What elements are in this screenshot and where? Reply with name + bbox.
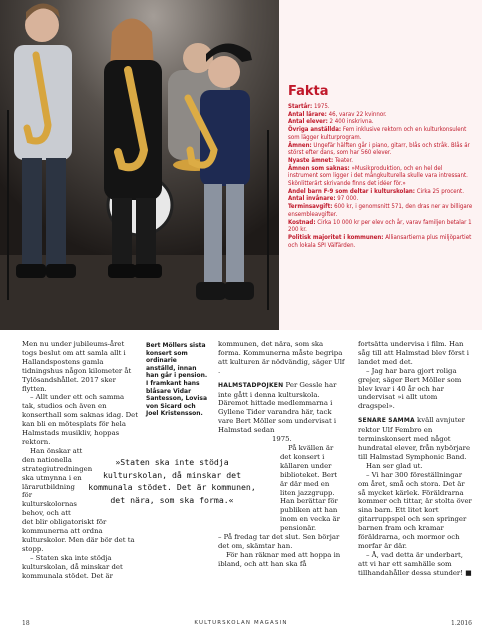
- fakta-row: [288, 203, 474, 218]
- fakta-text: Alliansartierna plus miljöpartiet och lokala SPI Välfärden.: [288, 233, 472, 249]
- fakta-label: Antal invånare:: [288, 195, 336, 203]
- fakta-text: 46, varav 22 kvinnor.: [326, 110, 387, 118]
- photo-caption: Bert Möllers sista konsert som ordinarie anställd, innan han går i pension. I framkant hans blåsare Vidar Santesson, Lovisa von Sicard och Joel Kristensson.: [146, 342, 208, 418]
- paragraph: – Allt under ett och samma tak, studios och även en konserthall som saknas idag. Det kan bli en mötesplats för hela Halmstads musikliv, hoppas rektorn.: [22, 393, 138, 446]
- fakta-box: [279, 0, 482, 330]
- fakta-row: [288, 195, 474, 203]
- fakta-text: 2 400 inskrivna.: [327, 118, 374, 126]
- fakta-text: 97 000.: [335, 195, 359, 203]
- paragraph: det blir obligatoriskt för kommunerna att ordna kulturskolor. Men där bör det ta stopp.: [22, 518, 135, 553]
- fakta-label: Kostnad:: [288, 218, 316, 226]
- pull-quote: »Staten ska inte stödja kulturskolan, då minskar det kommunala stödet. Det är kommunen, det nära, som ska forma.«: [88, 457, 256, 505]
- fakta-label: Antal lärare:: [288, 110, 327, 118]
- magazine-name: KULTURSKOLAN MAGASIN: [194, 620, 288, 626]
- paragraph: – På fredag tar det slut. Sen börjar det om, skämtar han.: [218, 533, 340, 550]
- paragraph: – Å, vad detta är underbart, att vi har ett samhälle som tillhandahåller dessa stunder! ■: [358, 550, 472, 577]
- paragraph: kväll avnjuter rektor Ulf Fembro en terminskonsert med något hundratal elever, från nybörjare till Halmstad Symphonic Band.: [358, 416, 471, 461]
- paragraph: Men nu under jubileums-året togs beslut om att samla allt i Hallandspostens gamla tidningshus någon kilometer åt Tylösandshållet. 2017 sker flytten.: [22, 340, 132, 393]
- fakta-label: Politisk majoritet i kommunen:: [288, 233, 384, 241]
- fakta-label: Övriga anställda:: [288, 126, 342, 134]
- page-number: 18: [22, 620, 30, 627]
- paragraph: På kvällen är det konsert i källaren under biblioteket. Bert är där med en liten jazzgrupp. Han berättar för publiken att han inom en vecka är pensionär.: [280, 443, 340, 533]
- fakta-row: [288, 111, 474, 119]
- paragraph: kommunen, det nära, som ska forma. Kommunerna måste begripa att kulturen är nödvändig, säger Ulf .: [218, 340, 345, 375]
- fakta-text: Cirka 25 procent.: [415, 187, 464, 195]
- fakta-row: [288, 103, 474, 111]
- paragraph: – Staten ska inte stödja kulturskolan, då minskar det kommunala stödet. Det är: [22, 553, 123, 580]
- fakta-row: [288, 165, 474, 188]
- fakta-text: Fem inklusive rektorn och en kulturkonsulent som lägger kulturprogram.: [288, 126, 467, 141]
- fakta-label: Nyaste ämnet:: [288, 156, 334, 164]
- fakta-row: [288, 118, 474, 126]
- fakta-text: 1975.: [312, 103, 330, 110]
- fakta-label: Ämnen som saknas:: [288, 164, 350, 172]
- fakta-label: Terminsavgift:: [288, 203, 333, 211]
- paragraph: Han ser glad ut.: [366, 461, 423, 470]
- fakta-label: Ämnen:: [288, 141, 312, 149]
- paragraph: fortsätta undervisa i film. Han såg till att Halmstad blev först i landet med det.: [358, 340, 469, 366]
- fakta-label: Antal elever:: [288, 118, 328, 126]
- fakta-label: Andel barn F-9 som deltar i kulturskolan:: [288, 187, 416, 195]
- fakta-list: [288, 103, 474, 249]
- article-column-2: [218, 340, 346, 569]
- fakta-row: [288, 219, 474, 234]
- fakta-text: »Musikproduktion, och en hel del instrument som ligger i det mångkulturella skulle vara intressant. Skönlitterärt skrivande finns det idéer för.»: [288, 164, 468, 188]
- lead-in: SENARE SAMMA: [358, 417, 415, 425]
- year: 1975.: [272, 435, 292, 444]
- fakta-text: Teater.: [333, 156, 353, 164]
- concert-photo: [0, 0, 279, 330]
- paragraph: För han räknar med att hoppa in ibland, och att han ska få: [218, 550, 341, 568]
- fakta-title: Fakta: [288, 84, 329, 99]
- paragraph: Per Gessle har inte gått i denna kulturskola. Däremot hittade medlemmarna i Gyllene Tider varandra här, tack vare Bert Möller som undervisat i Halmstad sedan: [218, 380, 337, 435]
- fakta-row: [288, 157, 474, 165]
- fakta-text: 600 kr, i genomsnitt 571, den dras ner av billigare ensembleavgifter.: [288, 203, 473, 218]
- paragraph: – Vi har 300 föreställningar om året, små och stora. Det är så mycket kärlek. Föräldrarna kommer och tittar, är stolta över sina barn. Ett litet kort gitarruppspel och sen springer barnen fram och kramar föräldrarna, och mormor och morfar är där.: [358, 470, 472, 550]
- paragraph: – Jag har bara gjort roliga grejer, säger Bert Möller som blev kvar i 40 år och har undervisat »i allt utom dragspel».: [358, 366, 462, 411]
- fakta-text: Cirka 10 000 kr per elev och år, varav familjen betalar 1 200 kr.: [288, 218, 472, 234]
- issue-number: 1.2016: [451, 620, 472, 627]
- fakta-text: Ungefär hälften går i piano, gitarr, blås och stråk. Blås är störst efter dans, som har 560 elever.: [288, 141, 470, 157]
- fakta-row: [288, 142, 474, 157]
- fakta-row: [288, 234, 474, 249]
- fakta-row: [288, 126, 474, 141]
- lead-in: HALMSTADPOJKEN: [218, 381, 284, 389]
- fakta-label: Startår:: [288, 103, 313, 110]
- paragraph: Han önskar att den nationella strategiutredningen ska utmynna i en lärarutbildning för kulturskolornas behov, och att: [22, 446, 93, 518]
- article-column-3: [358, 340, 474, 578]
- concert-photo-illustration: [0, 0, 279, 330]
